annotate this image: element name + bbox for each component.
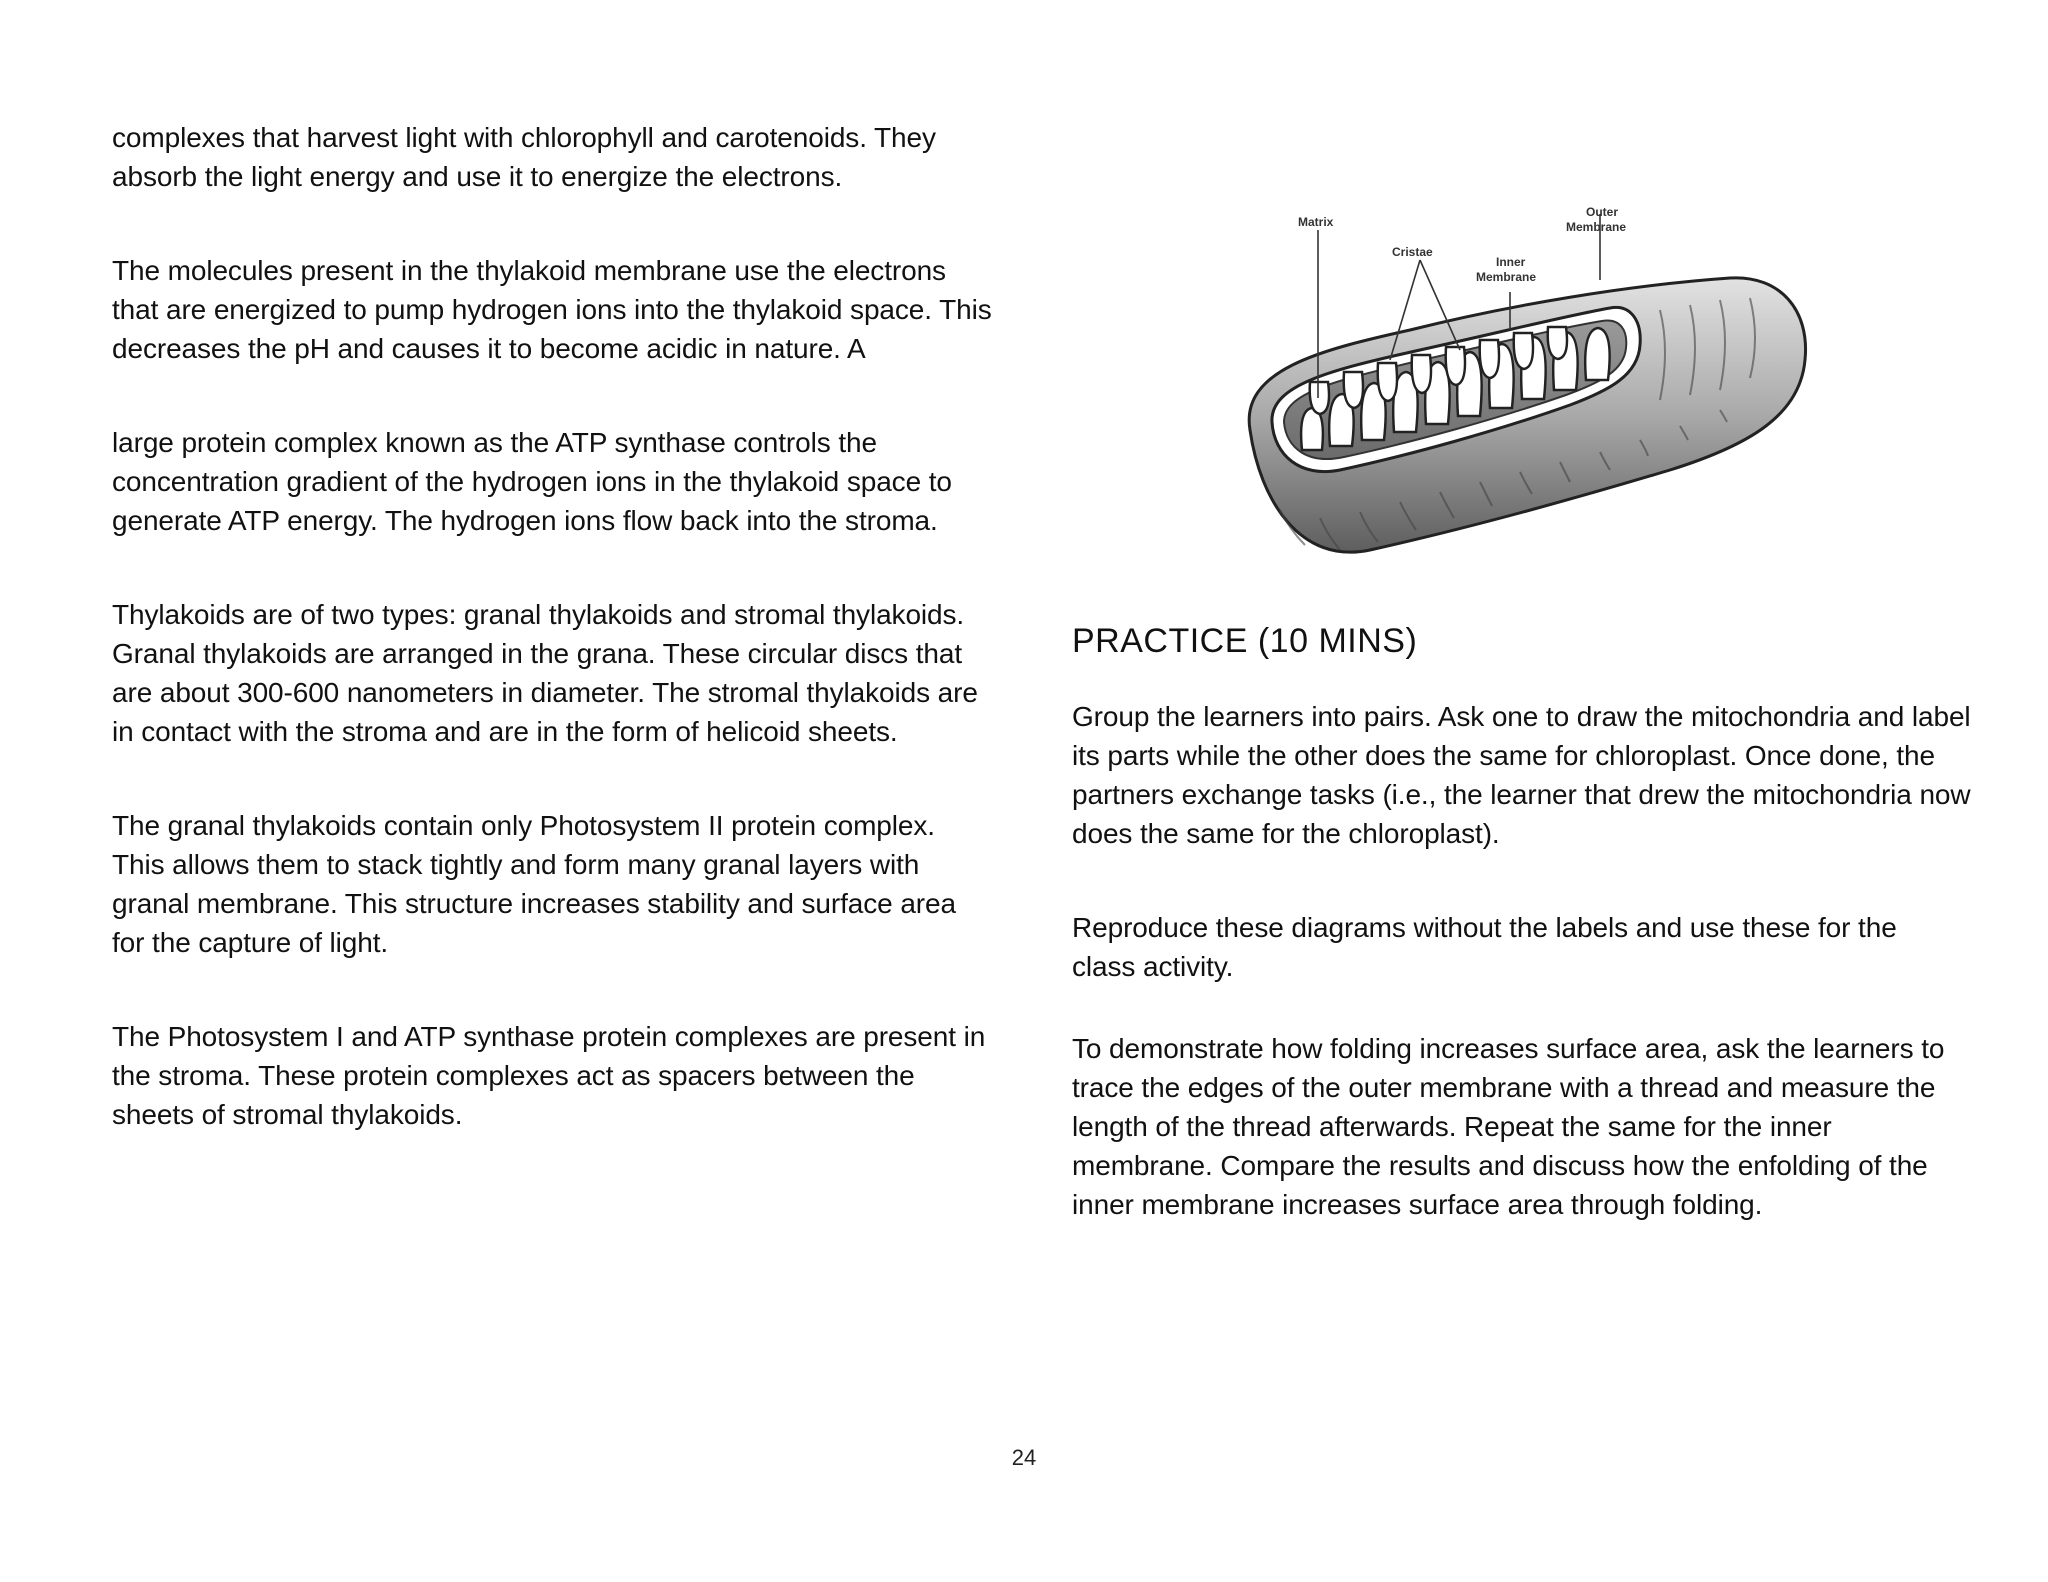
mitochondrion-diagram [1210, 200, 1830, 580]
label-inner-membrane-line2: Membrane [1476, 270, 1537, 284]
paragraph-thylakoid-types: Thylakoids are of two types: granal thylakoids and stromal thylakoids. Granal thylakoids are arranged in the grana. These circular discs that are about 300-600 nanometers in diameter. The stromal thylakoids are in contact with the stroma and are in the form of helicoid sheets. [112, 599, 978, 747]
practice-body [1072, 697, 1972, 1224]
practice-paragraph-folding: To demonstrate how folding increases surface area, ask the learners to trace the edges of the outer membrane with a thread and measure the length of the thread afterwards. Repeat the same for the inner membrane. Compare the results and discuss how the enfolding of the inner membrane increases surface area through folding. [1072, 1033, 1945, 1220]
paragraph-granal-thylakoids: The granal thylakoids contain only Photosystem II protein complex. This allows them to stack tightly and form many granal layers with granal membrane. This structure increases stability and surface area for the capture of light. [112, 810, 956, 958]
practice-paragraph-reproduce: Reproduce these diagrams without the labels and use these for the class activity. [1072, 912, 1897, 982]
label-matrix: Matrix [1298, 215, 1334, 229]
label-outer-membrane-line2: Membrane [1566, 220, 1627, 234]
label-outer-membrane-line1: Outer [1586, 205, 1619, 219]
paragraph-thylakoid-membrane: The molecules present in the thylakoid membrane use the electrons that are energized to pump hydrogen ions into the thylakoid space. This decreases the pH and causes it to become acidic in nature. A [112, 255, 992, 364]
page-number: 24 [1011, 1445, 1037, 1470]
left-column [112, 118, 992, 1134]
practice-heading: PRACTICE (10 MINS) [1072, 622, 1418, 660]
label-inner-membrane-line1: Inner [1496, 255, 1526, 269]
paragraph-photosystem-i: The Photosystem I and ATP synthase protein complexes are present in the stroma. These protein complexes act as spacers between the sheets of stromal thylakoids. [112, 1021, 986, 1130]
label-cristae: Cristae [1392, 245, 1433, 259]
mitochondrion-illustration [1210, 200, 1830, 580]
paragraph-light-harvesting: complexes that harvest light with chlorophyll and carotenoids. They absorb the light energy and use it to energize the electrons. [112, 122, 936, 192]
practice-paragraph-pairs: Group the learners into pairs. Ask one to draw the mitochondria and label its parts while the other does the same for chloroplast. Once done, the partners exchange tasks (i.e., the learner that drew the mitochondria now does the same for the chloroplast). [1072, 701, 1971, 849]
paragraph-atp-synthase: large protein complex known as the ATP synthase controls the concentration gradient of the hydrogen ions in the thylakoid space to generate ATP energy. The hydrogen ions flow back into the stroma. [112, 427, 952, 536]
